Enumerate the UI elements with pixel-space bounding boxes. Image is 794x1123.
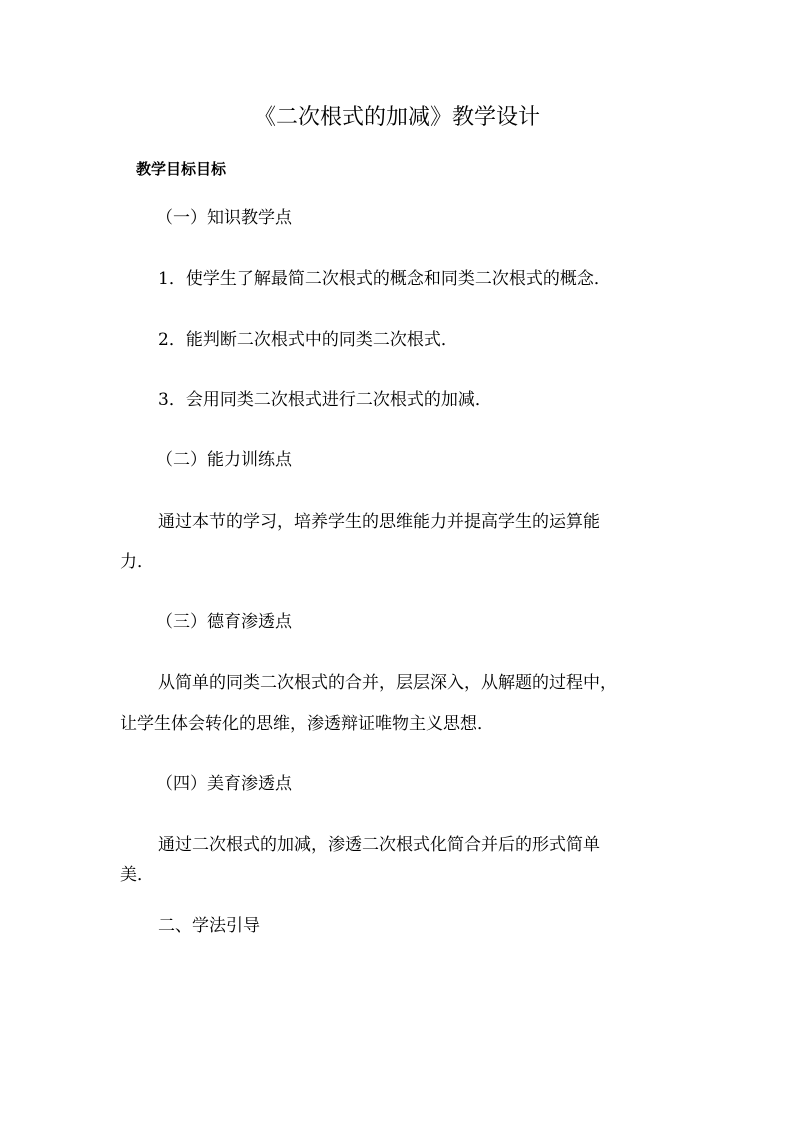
ability-heading: （二）能力训练点 [156,450,292,470]
aesthetic-paragraph-line-1: 通过二次根式的加减，渗透二次根式化简合并后的形式简单 [158,835,600,855]
knowledge-item-2: 2．能判断二次根式中的同类二次根式． [158,330,458,350]
ability-paragraph-line-1: 通过本节的学习，培养学生的思维能力并提高学生的运算能 [158,512,600,532]
knowledge-heading: （一）知识教学点 [156,208,292,228]
knowledge-item-1: 1．使学生了解最简二次根式的概念和同类二次根式的概念． [158,269,611,289]
moral-paragraph-line-1: 从简单的同类二次根式的合并，层层深入，从解题的过程中， [158,673,617,693]
ability-paragraph-line-2: 力． [120,552,154,572]
aesthetic-paragraph-line-2: 美． [120,865,154,885]
knowledge-item-3: 3．会用同类二次根式进行二次根式的加减． [158,390,492,410]
goals-heading: 教学目标目标 [136,160,227,178]
moral-paragraph-line-2: 让学生体会转化的思维，渗透辩证唯物主义思想． [120,714,494,734]
method-heading: 二、学法引导 [158,916,260,936]
aesthetic-heading: （四）美育渗透点 [156,774,292,794]
moral-heading: （三）德育渗透点 [156,612,292,632]
document-title: 《二次根式的加减》教学设计 [253,105,540,130]
